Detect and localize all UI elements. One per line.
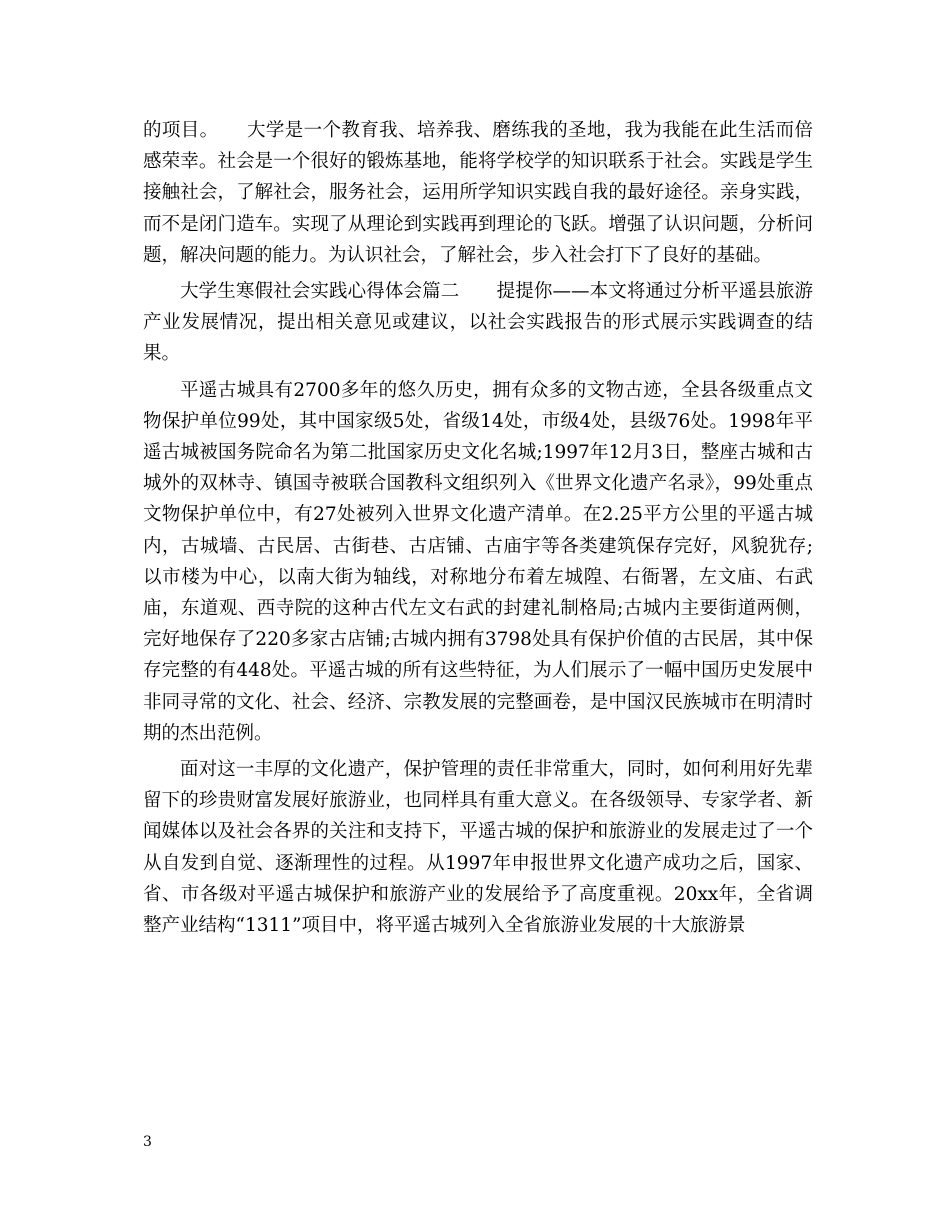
document-body — [143, 115, 813, 946]
paragraph-3: 平遥古城具有2700多年的悠久历史，拥有众多的文物古迹，全县各级重点文物保护单位99处，其中国家级5处，省级14处，市级4处，县级76处。1998年平遥古城被国务院命名为第二批国家历史文化名城;1997年12月3日，整座古城和古城外的双林寺、镇国寺被联合国教科文组织列入《世界文化遗产名录》，99处重点文物保护单位中，有27处被列入世界文化遗产清单。在2.25平方公里的平遥古城内，古城墙、古民居、古街巷、古店铺、古庙宇等各类建筑保存完好，风貌犹存;以市楼为中心，以南大街为轴线，对称地分布着左城隍、右衙署，左文庙、右武庙，东道观、西寺院的这种古代左文右武的封建礼制格局;古城内主要街道两侧，完好地保存了220多家古店铺;古城内拥有3798处具有保护价值的古民居，其中保存完整的有448处。平遥古城的所有这些特征，为人们展示了一幅中国历史发展中非同寻常的文化、社会、经济、宗教发展的完整画卷，是中国汉民族城市在明清时期的杰出范例。 — [143, 379, 813, 744]
page-number: 3 — [143, 1134, 152, 1150]
paragraph-4: 面对这一丰厚的文化遗产，保护管理的责任非常重大，同时，如何利用好先辈留下的珍贵财富发展好旅游业，也同样具有重大意义。在各级领导、专家学者、新闻媒体以及社会各界的关注和支持下，平遥古城的保护和旅游业的发展走过了一个从自发到自觉、逐渐理性的过程。从1997年申报世界文化遗产成功之后，国家、省、市各级对平遥古城保护和旅游产业的发展给予了高度重视。20xx年，全省调整产业结构“1311”项目中，将平遥古城列入全省旅游业发展的十大旅游景 — [143, 759, 813, 937]
paragraph-1: 的项目。 大学是一个教育我、培养我、磨练我的圣地，我为我能在此生活而倍感荣幸。社会是一个很好的锻炼基地，能将学校学的知识联系于社会。实践是学生接触社会，了解社会，服务社会，运用所学知识实践自我的最好途径。亲身实践，而不是闭门造车。实现了从理论到实践再到理论的飞跃。增强了认识问题，分析问题，解决问题的能力。为认识社会，了解社会，步入社会打下了良好的基础。 — [143, 120, 813, 266]
paragraph-2: 大学生寒假社会实践心得体会篇二 提提你——本文将通过分析平遥县旅游产业发展情况，提出相关意见或建议，以社会实践报告的形式展示实践调查的结果。 — [143, 281, 813, 365]
